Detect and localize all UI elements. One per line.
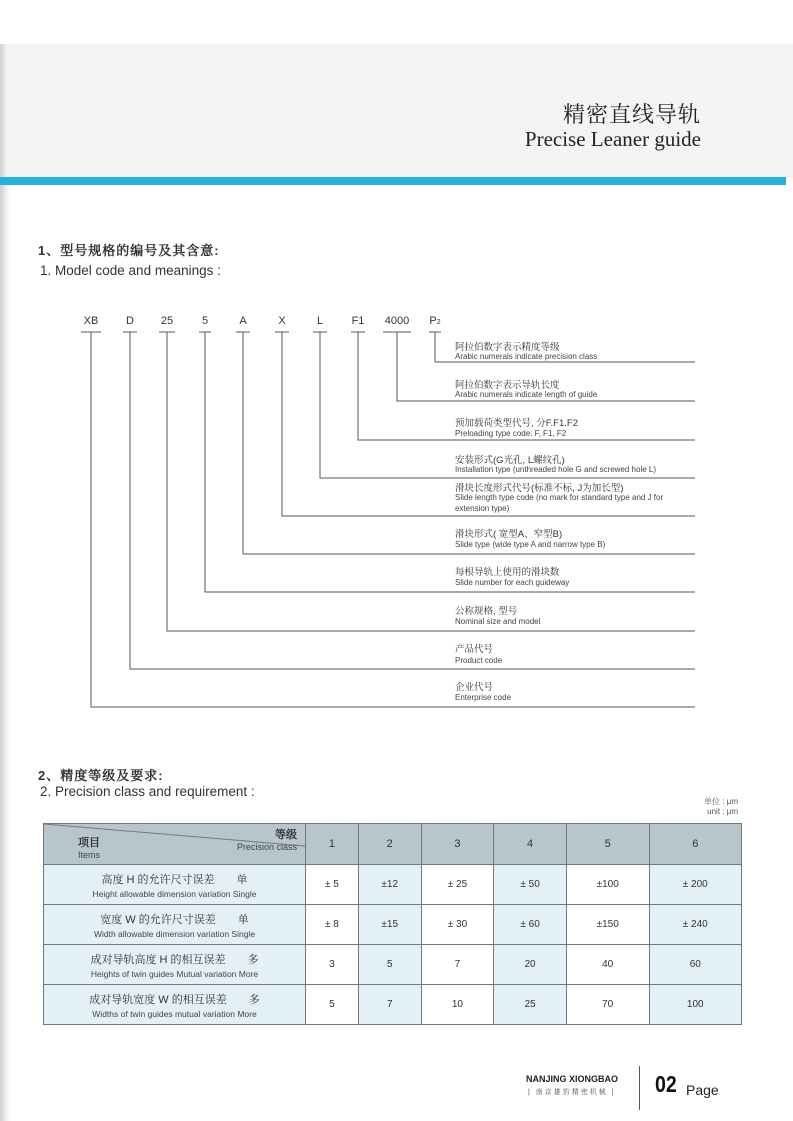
- table-cell: ± 60: [494, 905, 567, 945]
- desc-slide-length-cn: 滑块长度形式代号(标准不标, J为加长型): [455, 483, 624, 494]
- code-nominal-size: 25: [160, 315, 174, 327]
- desc-slide-type-en: Slide type (wide type A and narrow type B): [455, 540, 606, 549]
- header-precision-class: 等级 Precision class: [236, 829, 297, 852]
- desc-product-en: Product code: [455, 656, 503, 665]
- desc-preload-cn: 预加载荷类型代号, 分F.F1.F2: [455, 418, 578, 429]
- class-header-2: 2: [358, 824, 421, 865]
- table-cell: 3: [306, 945, 359, 985]
- section1-title-en: 1. Model code and meanings :: [40, 263, 221, 278]
- desc-nominal-cn: 公称规格, 型号: [455, 606, 518, 617]
- desc-precision-cn: 阿拉伯数字表示精度等级: [455, 342, 560, 353]
- desc-slide-type-cn: 滑块形式( 宽型A、窄型B): [455, 529, 563, 540]
- table-corner-cell: [44, 824, 306, 865]
- desc-nominal-en: Nominal size and model: [455, 617, 541, 626]
- desc-slide-number-cn: 每根导轨上使用的滑块数: [455, 567, 560, 578]
- code-preload: F1: [351, 315, 365, 327]
- desc-enterprise-en: Enterprise code: [455, 693, 512, 702]
- header-items: 项目 Items: [78, 837, 101, 860]
- desc-length-en: Arabic numerals indicate length of guide: [455, 390, 598, 399]
- table-cell: 7: [358, 985, 421, 1025]
- class-header-3: 3: [421, 824, 494, 865]
- table-header-row: [44, 824, 742, 865]
- code-length: 4000: [384, 315, 410, 327]
- row-label: 宽度 W 的允许尺寸误差 单 Width allowable dimension variation Single: [44, 905, 306, 945]
- table-cell: 5: [306, 985, 359, 1025]
- desc-installation-en: Installation type (unthreaded hole G and screwed hole L): [455, 465, 657, 474]
- desc-precision-en: Arabic numerals indicate precision class: [455, 352, 598, 361]
- table-cell: 60: [649, 945, 742, 985]
- desc-product-cn: 产品代号: [455, 644, 494, 655]
- table-cell: ± 50: [494, 865, 567, 905]
- desc-preload-en: Preloading type code: F, F1, F2: [455, 429, 567, 438]
- table-row: [44, 985, 742, 1025]
- table-cell: 7: [421, 945, 494, 985]
- table-cell: ± 240: [649, 905, 742, 945]
- class-header-1: 1: [306, 824, 359, 865]
- table-cell: 20: [494, 945, 567, 985]
- unit-label-en: unit : μm: [707, 807, 738, 816]
- code-enterprise: XB: [83, 315, 99, 327]
- row-label: 成对导轨宽度 W 的相互误差 多 Widths of twin guides mutual variation More: [44, 985, 306, 1025]
- section2-title-cn: 2、精度等级及要求:: [38, 768, 164, 783]
- page-number: 02: [655, 1071, 677, 1097]
- unit-label-cn: 单位 : μm: [704, 797, 738, 806]
- table-cell: 10: [421, 985, 494, 1025]
- table-row: [44, 865, 742, 905]
- table-cell: ±150: [566, 905, 649, 945]
- desc-installation-cn: 安装形式(G光孔, L螺纹孔): [455, 455, 565, 466]
- code-installation: L: [316, 315, 324, 327]
- table-cell: 25: [494, 985, 567, 1025]
- table-cell: ± 200: [649, 865, 742, 905]
- table-cell: ±100: [566, 865, 649, 905]
- table-cell: ±12: [358, 865, 421, 905]
- table-cell: ±15: [358, 905, 421, 945]
- table-cell: 70: [566, 985, 649, 1025]
- code-product: D: [126, 315, 134, 327]
- desc-length-cn: 阿拉伯数字表示导轨长度: [455, 380, 560, 391]
- page-label: Page: [686, 1082, 719, 1098]
- footer-divider: [639, 1066, 640, 1110]
- class-header-4: 4: [494, 824, 567, 865]
- desc-enterprise-cn: 企业代号: [455, 682, 494, 693]
- table-cell: ± 25: [421, 865, 494, 905]
- table-cell: ± 30: [421, 905, 494, 945]
- table-cell: 5: [358, 945, 421, 985]
- row-label: 高度 H 的允许尺寸误差 单 Height allowable dimension variation Single: [44, 865, 306, 905]
- table-cell: ± 5: [306, 865, 359, 905]
- section1-title-cn: 1、型号规格的编号及其含意:: [38, 243, 220, 258]
- page-title-cn: 精密直线导轨: [562, 103, 701, 128]
- code-precision: P2: [429, 315, 441, 327]
- table-row: [44, 945, 742, 985]
- code-slide-length: X: [278, 315, 286, 327]
- footer-brand-cn: | 南京雄豹精密机械 |: [528, 1089, 616, 1096]
- page-title-en: Precise Leaner guide: [524, 127, 701, 151]
- code-slide-number: 5: [201, 315, 209, 327]
- row-label: 成对导轨高度 H 的相互误差 多 Heights of twin guides Mutual variation More: [44, 945, 306, 985]
- table-cell: ± 8: [306, 905, 359, 945]
- section2-title-en: 2. Precision class and requirement :: [40, 784, 255, 799]
- class-header-6: 6: [649, 824, 742, 865]
- footer-brand-en: NANJING XIONGBAO: [526, 1074, 619, 1084]
- class-header-5: 5: [566, 824, 649, 865]
- code-slide-type: A: [239, 315, 247, 327]
- desc-slide-number-en: Slide number for each guideway: [455, 578, 570, 587]
- desc-slide-length-en: Slide length type code (no mark for standard type and J for extension type): [455, 493, 664, 513]
- table-cell: 40: [566, 945, 649, 985]
- precision-table: [43, 823, 742, 1025]
- table-row: [44, 905, 742, 945]
- table-cell: 100: [649, 985, 742, 1025]
